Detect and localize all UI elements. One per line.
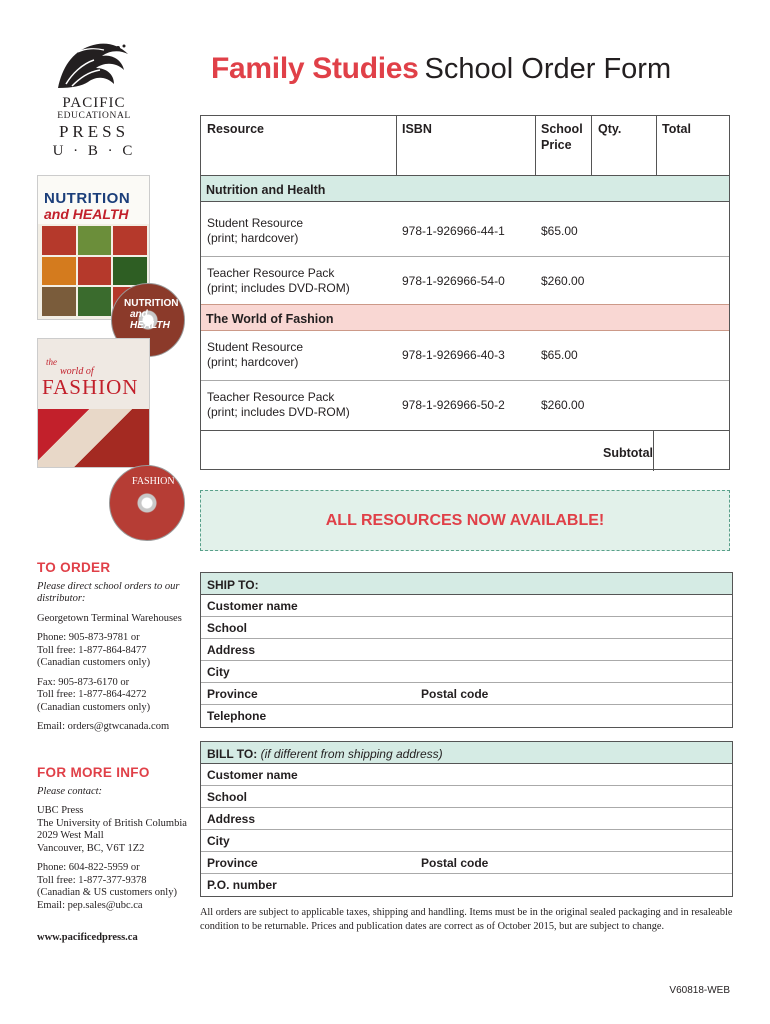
phone-note: (Canadian & US customers only) bbox=[37, 887, 177, 898]
website-link[interactable]: www.pacificedpress.ca bbox=[37, 932, 138, 943]
phone-tollfree: Toll free: 1-877-864-8477 bbox=[37, 644, 147, 656]
ship-to-heading: SHIP TO: bbox=[201, 573, 732, 595]
fashion-cover-title: FASHION bbox=[42, 375, 139, 399]
banner-text: ALL RESOURCES NOW AVAILABLE! bbox=[325, 512, 605, 529]
publisher-logo bbox=[52, 38, 136, 159]
fashion-cover-the: the bbox=[46, 357, 57, 367]
address-line: The University of British Columbia bbox=[37, 817, 187, 829]
resource-format: (print; hardcover) bbox=[207, 231, 299, 245]
contact-email: Email: pep.sales@ubc.ca bbox=[37, 899, 143, 911]
bill-postal-code-label: Postal code bbox=[421, 856, 489, 870]
resource-name: Teacher Resource Pack bbox=[207, 390, 335, 404]
field-label: City bbox=[207, 834, 230, 848]
ship-province-field[interactable] bbox=[201, 683, 732, 705]
nutrition-cover-subtitle: and HEALTH bbox=[44, 206, 129, 222]
to-order-heading: TO ORDER bbox=[37, 560, 111, 575]
page-title bbox=[211, 54, 671, 84]
subtotal-row bbox=[201, 430, 729, 470]
row-resource bbox=[207, 340, 303, 370]
field-label: Address bbox=[207, 643, 256, 657]
phone-line: Phone: 604-822-5959 or bbox=[37, 862, 140, 873]
field-label: School bbox=[207, 621, 248, 635]
bill-province-field[interactable] bbox=[201, 852, 732, 874]
row-isbn: 978-1-926966-50-2 bbox=[402, 398, 505, 412]
header-qty: Qty. bbox=[598, 122, 622, 136]
more-info bbox=[37, 767, 197, 919]
row-resource bbox=[207, 216, 303, 246]
terms-text: All orders are subject to applicable taxes, shipping and handling. Items must be in the original sealed packaging and in resaleable condition to be returnable. Prices and publication dates are correct as of October 2015, but are subject to change. bbox=[200, 907, 733, 932]
resource-format: (print; includes DVD-ROM) bbox=[207, 405, 350, 419]
row-price: $260.00 bbox=[541, 274, 585, 288]
fashion-disc-title: FASHION bbox=[132, 476, 175, 487]
order-table bbox=[200, 115, 730, 470]
more-info-contact bbox=[37, 862, 197, 912]
resource-name: Teacher Resource Pack bbox=[207, 266, 335, 280]
resource-format: (print; hardcover) bbox=[207, 355, 299, 369]
row-price: $65.00 bbox=[541, 224, 578, 238]
bill-address-field[interactable] bbox=[201, 808, 732, 830]
phone-tollfree: Toll free: 1-877-377-9378 bbox=[37, 874, 147, 886]
resource-format: (print; includes DVD-ROM) bbox=[207, 281, 350, 295]
row-price: $65.00 bbox=[541, 348, 578, 362]
to-order-fax bbox=[37, 677, 197, 715]
fax-tollfree: Toll free: 1-877-864-4272 bbox=[37, 689, 147, 700]
nutrition-disc-title: NUTRITION bbox=[124, 298, 179, 309]
field-label: Telephone bbox=[207, 709, 267, 723]
section-nutrition-health: Nutrition and Health bbox=[201, 175, 729, 202]
resource-name: Student Resource bbox=[207, 340, 304, 354]
to-order-email: Email: orders@gtwcanada.com bbox=[37, 721, 170, 732]
bill-city-field[interactable] bbox=[201, 830, 732, 852]
row-resource bbox=[207, 390, 350, 420]
row-isbn: 978-1-926966-44-1 bbox=[402, 224, 505, 238]
logo-line-3: PRESS bbox=[58, 121, 130, 141]
more-info-intro: Please contact: bbox=[37, 785, 103, 797]
header-resource: Resource bbox=[207, 122, 264, 136]
field-label: Province bbox=[207, 856, 258, 870]
header-price-line1: School bbox=[541, 122, 583, 136]
nutrition-cover-title: NUTRITION bbox=[44, 190, 131, 207]
field-label: P.O. number bbox=[207, 878, 277, 892]
row-resource bbox=[207, 266, 350, 296]
row-price: $260.00 bbox=[541, 398, 585, 412]
logo-line-4: U · B · C bbox=[52, 142, 136, 159]
fashion-dvd-disc bbox=[109, 465, 185, 541]
phone-line: Phone: 905-873-9781 or bbox=[37, 632, 140, 643]
ship-telephone-field[interactable] bbox=[201, 705, 732, 727]
more-info-heading: FOR MORE INFO bbox=[37, 765, 150, 780]
header-isbn: ISBN bbox=[402, 122, 432, 136]
bill-school-field[interactable] bbox=[201, 786, 732, 808]
ship-to-form bbox=[200, 572, 733, 728]
bill-po-number-field[interactable] bbox=[201, 874, 732, 896]
ubc-press-address bbox=[37, 805, 197, 855]
field-label: School bbox=[207, 790, 248, 804]
fashion-cover-world: world of bbox=[60, 366, 94, 377]
bill-heading-note: (if different from shipping address) bbox=[260, 747, 443, 761]
wave-emblem-icon bbox=[52, 38, 136, 94]
phone-note: (Canadian customers only) bbox=[37, 657, 151, 668]
availability-banner bbox=[200, 490, 730, 551]
address-line: 2029 West Mall bbox=[37, 830, 104, 841]
field-label: Address bbox=[207, 812, 256, 826]
resource-name: Student Resource bbox=[207, 216, 304, 230]
ship-postal-code-label: Postal code bbox=[421, 687, 489, 701]
form-code: V60818-WEB bbox=[669, 985, 730, 996]
field-label: Province bbox=[207, 687, 258, 701]
row-isbn: 978-1-926966-54-0 bbox=[402, 274, 505, 288]
bill-heading-text: BILL TO: bbox=[207, 747, 258, 761]
logo-line-1: PACIFIC bbox=[62, 95, 126, 111]
field-label: Customer name bbox=[207, 599, 298, 613]
header-school-price bbox=[541, 121, 583, 153]
fax-note: (Canadian customers only) bbox=[37, 701, 151, 713]
fax-line: Fax: 905-873-6170 or bbox=[37, 676, 130, 688]
bill-to-heading bbox=[201, 742, 732, 764]
row-isbn: 978-1-926966-40-3 bbox=[402, 348, 505, 362]
logo-line-2: EDUCATIONAL bbox=[57, 111, 131, 121]
fashion-book-cover bbox=[37, 338, 150, 468]
distributor-name: Georgetown Terminal Warehouses bbox=[37, 612, 182, 624]
ship-address-field[interactable] bbox=[201, 639, 732, 661]
to-order-intro: Please direct school orders to our distributor: bbox=[37, 580, 180, 604]
header-price-line2: Price bbox=[541, 138, 572, 152]
subtotal-label: Subtotal bbox=[603, 446, 653, 460]
address-line: Vancouver, BC, V6T 1Z2 bbox=[37, 842, 145, 854]
to-order-phone bbox=[37, 632, 197, 670]
bill-customer-name-field[interactable] bbox=[201, 764, 732, 786]
to-order-info bbox=[37, 562, 197, 741]
nutrition-disc-subtitle: and HEALTH bbox=[130, 309, 170, 331]
ship-customer-name-field[interactable] bbox=[201, 595, 732, 617]
title-highlight: Family Studies bbox=[211, 52, 419, 85]
title-rest: School Order Form bbox=[424, 53, 672, 85]
field-label: Customer name bbox=[207, 768, 298, 782]
address-line: UBC Press bbox=[37, 805, 84, 816]
ship-city-field[interactable] bbox=[201, 661, 732, 683]
section-world-of-fashion: The World of Fashion bbox=[201, 304, 729, 331]
field-label: City bbox=[207, 665, 230, 679]
ship-school-field[interactable] bbox=[201, 617, 732, 639]
bill-to-form bbox=[200, 741, 733, 897]
header-total: Total bbox=[662, 122, 691, 136]
fashion-cover-photo bbox=[38, 409, 149, 468]
